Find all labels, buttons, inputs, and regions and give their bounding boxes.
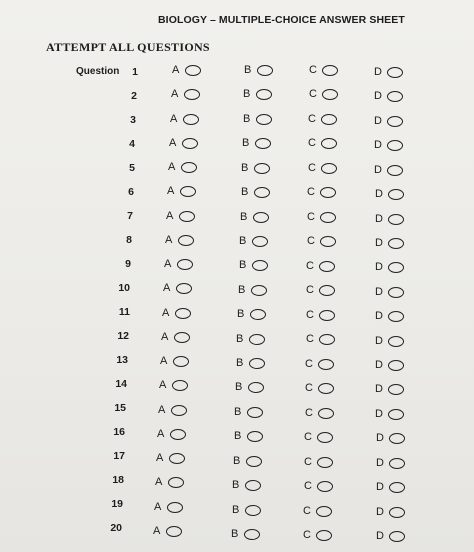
option-c[interactable] xyxy=(307,211,336,223)
option-letter: D xyxy=(376,481,384,493)
option-letter: B xyxy=(232,479,240,491)
question-number: 13 xyxy=(116,354,128,366)
option-letter: C xyxy=(307,186,315,198)
answer-bubble[interactable] xyxy=(247,431,263,442)
answer-bubble[interactable] xyxy=(318,359,334,370)
question-number: 4 xyxy=(129,138,135,150)
option-letter: C xyxy=(306,260,314,272)
question-number: 9 xyxy=(125,258,131,270)
option-letter: B xyxy=(234,430,242,442)
option-letter: C xyxy=(308,113,316,125)
option-letter: A xyxy=(169,137,177,149)
option-letter: A xyxy=(162,307,170,319)
answer-bubble[interactable] xyxy=(178,235,194,246)
option-letter: A xyxy=(157,428,165,440)
option-letter: A xyxy=(159,379,167,391)
answer-bubble[interactable] xyxy=(387,67,403,78)
option-letter: D xyxy=(374,115,382,127)
option-letter: A xyxy=(172,64,180,76)
option-letter: B xyxy=(236,333,244,345)
option-letter: B xyxy=(235,381,243,393)
option-c[interactable] xyxy=(304,480,333,492)
option-letter: C xyxy=(304,431,312,443)
option-letter: C xyxy=(303,529,311,541)
option-c[interactable] xyxy=(304,456,333,468)
option-letter: D xyxy=(374,164,382,176)
option-letter: C xyxy=(309,88,317,100)
answer-bubble[interactable] xyxy=(388,214,404,225)
option-letter: A xyxy=(165,234,173,246)
sheet-title: BIOLOGY – MULTIPLE-CHOICE ANSWER SHEET xyxy=(158,14,405,26)
option-letter: D xyxy=(375,359,383,371)
option-a[interactable] xyxy=(157,428,186,440)
answer-bubble[interactable] xyxy=(389,482,405,493)
option-c[interactable] xyxy=(306,333,335,345)
option-d[interactable] xyxy=(376,481,405,493)
option-c[interactable] xyxy=(305,407,334,419)
option-d[interactable] xyxy=(375,261,404,273)
option-letter: B xyxy=(241,186,249,198)
option-a[interactable] xyxy=(166,210,195,222)
option-b[interactable] xyxy=(234,430,263,442)
option-letter: C xyxy=(305,358,313,370)
option-b[interactable] xyxy=(242,137,271,149)
answer-bubble[interactable] xyxy=(184,89,200,100)
option-letter: C xyxy=(306,284,314,296)
option-d[interactable] xyxy=(375,383,404,395)
answer-bubble[interactable] xyxy=(320,212,336,223)
question-number: 10 xyxy=(118,282,130,294)
answer-bubble[interactable] xyxy=(320,236,336,247)
option-c[interactable] xyxy=(309,88,338,100)
option-letter: C xyxy=(309,64,317,76)
option-letter: D xyxy=(375,237,383,249)
answer-bubble[interactable] xyxy=(254,163,270,174)
answer-bubble[interactable] xyxy=(174,332,190,343)
option-a[interactable] xyxy=(161,331,190,343)
answer-bubble[interactable] xyxy=(256,89,272,100)
option-a[interactable] xyxy=(158,404,187,416)
option-a[interactable] xyxy=(170,113,199,125)
option-c[interactable] xyxy=(306,260,335,272)
option-letter: C xyxy=(306,309,314,321)
option-letter: C xyxy=(306,333,314,345)
question-number: 12 xyxy=(117,330,129,342)
option-a[interactable] xyxy=(156,452,185,464)
answer-bubble[interactable] xyxy=(185,65,201,76)
option-b[interactable] xyxy=(235,381,264,393)
answer-bubble[interactable] xyxy=(249,334,265,345)
option-letter: B xyxy=(243,113,251,125)
option-d[interactable] xyxy=(375,408,404,420)
option-letter: D xyxy=(374,66,382,78)
option-letter: A xyxy=(163,282,171,294)
option-a[interactable] xyxy=(155,476,184,488)
option-b[interactable] xyxy=(243,113,272,125)
option-letter: C xyxy=(308,162,316,174)
option-a[interactable] xyxy=(159,379,188,391)
option-letter: C xyxy=(303,505,311,517)
answer-bubble[interactable] xyxy=(319,310,335,321)
option-b[interactable] xyxy=(232,504,261,516)
answer-bubble[interactable] xyxy=(319,261,335,272)
option-letter: D xyxy=(375,213,383,225)
question-number: 5 xyxy=(129,162,135,174)
answer-bubble[interactable] xyxy=(318,408,334,419)
answer-bubble[interactable] xyxy=(177,259,193,270)
question-number: 14 xyxy=(115,378,127,390)
answer-bubble[interactable] xyxy=(245,480,261,491)
option-d[interactable] xyxy=(375,310,404,322)
question-number: 8 xyxy=(126,234,132,246)
answer-bubble[interactable] xyxy=(321,114,337,125)
option-letter: A xyxy=(164,258,172,270)
option-d[interactable] xyxy=(376,506,405,518)
option-d[interactable] xyxy=(375,188,404,200)
option-b[interactable] xyxy=(241,162,270,174)
answer-bubble[interactable] xyxy=(182,138,198,149)
option-letter: D xyxy=(376,457,384,469)
instruction-heading: ATTEMPT ALL QUESTIONS xyxy=(46,40,210,54)
option-letter: D xyxy=(375,408,383,420)
option-letter: D xyxy=(376,432,384,444)
answer-bubble[interactable] xyxy=(183,114,199,125)
option-d[interactable] xyxy=(374,66,403,78)
answer-bubble[interactable] xyxy=(388,189,404,200)
option-b[interactable] xyxy=(240,211,269,223)
option-d[interactable] xyxy=(375,359,404,371)
option-letter: B xyxy=(237,308,245,320)
answer-bubble[interactable] xyxy=(316,506,332,517)
option-letter: B xyxy=(236,357,244,369)
question-number: 19 xyxy=(111,498,123,510)
answer-bubble[interactable] xyxy=(387,165,403,176)
option-letter: A xyxy=(170,113,178,125)
option-d[interactable] xyxy=(375,286,404,298)
option-letter: A xyxy=(167,185,175,197)
option-letter: A xyxy=(154,501,162,513)
option-a[interactable] xyxy=(164,258,193,270)
question-number: 15 xyxy=(114,402,126,414)
answer-bubble[interactable] xyxy=(172,380,188,391)
option-c[interactable] xyxy=(307,186,336,198)
answer-bubble[interactable] xyxy=(250,309,266,320)
answer-bubble[interactable] xyxy=(322,65,338,76)
answer-bubble[interactable] xyxy=(179,211,195,222)
answer-bubble[interactable] xyxy=(173,356,189,367)
option-letter: C xyxy=(308,137,316,149)
option-c[interactable] xyxy=(303,529,332,541)
answer-bubble[interactable] xyxy=(319,334,335,345)
option-c[interactable] xyxy=(308,113,337,125)
option-letter: C xyxy=(305,407,313,419)
option-letter: A xyxy=(171,88,179,100)
option-b[interactable] xyxy=(241,186,270,198)
option-letter: D xyxy=(375,286,383,298)
option-letter: A xyxy=(156,452,164,464)
question-number: 2 xyxy=(131,90,137,102)
answer-bubble[interactable] xyxy=(252,236,268,247)
option-c[interactable] xyxy=(308,162,337,174)
option-a[interactable] xyxy=(168,161,197,173)
answer-bubble[interactable] xyxy=(176,283,192,294)
answer-bubble[interactable] xyxy=(319,285,335,296)
option-b[interactable] xyxy=(244,64,273,76)
option-letter: B xyxy=(234,406,242,418)
answer-bubble[interactable] xyxy=(322,89,338,100)
answer-bubble[interactable] xyxy=(171,405,187,416)
answer-bubble[interactable] xyxy=(316,530,332,541)
answer-bubble[interactable] xyxy=(246,456,262,467)
option-d[interactable] xyxy=(376,432,405,444)
option-letter: B xyxy=(244,64,252,76)
answer-bubble[interactable] xyxy=(388,262,404,273)
option-a[interactable] xyxy=(172,64,201,76)
answer-bubble[interactable] xyxy=(251,285,267,296)
option-letter: A xyxy=(155,476,163,488)
answer-bubble[interactable] xyxy=(249,358,265,369)
answer-bubble[interactable] xyxy=(253,212,269,223)
option-letter: B xyxy=(231,528,239,540)
option-letter: B xyxy=(241,162,249,174)
option-letter: D xyxy=(375,188,383,200)
option-b[interactable] xyxy=(239,259,268,271)
answer-bubble[interactable] xyxy=(257,65,273,76)
answer-bubble[interactable] xyxy=(169,453,185,464)
option-c[interactable] xyxy=(305,382,334,394)
option-c[interactable] xyxy=(306,309,335,321)
option-b[interactable] xyxy=(231,528,260,540)
option-letter: C xyxy=(307,235,315,247)
option-a[interactable] xyxy=(169,137,198,149)
answer-bubble[interactable] xyxy=(255,138,271,149)
option-b[interactable] xyxy=(237,308,266,320)
option-d[interactable] xyxy=(376,530,405,542)
option-letter: A xyxy=(166,210,174,222)
option-letter: C xyxy=(304,480,312,492)
option-a[interactable] xyxy=(163,282,192,294)
answer-bubble[interactable] xyxy=(247,407,263,418)
option-letter: D xyxy=(374,90,382,102)
answer-bubble[interactable] xyxy=(244,529,260,540)
option-b[interactable] xyxy=(243,88,272,100)
option-letter: B xyxy=(240,211,248,223)
answer-bubble[interactable] xyxy=(248,382,264,393)
answer-bubble[interactable] xyxy=(388,287,404,298)
answer-bubble[interactable] xyxy=(389,507,405,518)
question-number: 18 xyxy=(112,474,124,486)
option-d[interactable] xyxy=(374,115,403,127)
option-c[interactable] xyxy=(306,284,335,296)
option-b[interactable] xyxy=(239,235,268,247)
option-a[interactable] xyxy=(171,88,200,100)
option-letter: D xyxy=(375,335,383,347)
option-c[interactable] xyxy=(307,235,336,247)
option-letter: A xyxy=(168,161,176,173)
option-letter: D xyxy=(376,506,384,518)
answer-bubble[interactable] xyxy=(388,238,404,249)
option-c[interactable] xyxy=(305,358,334,370)
answer-bubble[interactable] xyxy=(388,409,404,420)
option-letter: B xyxy=(232,504,240,516)
answer-bubble[interactable] xyxy=(389,433,405,444)
question-number: 17 xyxy=(113,450,125,462)
option-letter: D xyxy=(375,310,383,322)
option-d[interactable] xyxy=(374,90,403,102)
option-d[interactable] xyxy=(374,164,403,176)
option-a[interactable] xyxy=(162,307,191,319)
answer-bubble[interactable] xyxy=(321,138,337,149)
option-a[interactable] xyxy=(167,185,196,197)
option-letter: A xyxy=(158,404,166,416)
question-number: 16 xyxy=(113,426,125,438)
option-b[interactable] xyxy=(236,357,265,369)
option-letter: D xyxy=(374,139,382,151)
option-letter: A xyxy=(153,525,161,537)
option-letter: D xyxy=(375,383,383,395)
answer-bubble[interactable] xyxy=(318,383,334,394)
question-column-header: Question xyxy=(76,66,120,77)
answer-bubble[interactable] xyxy=(387,116,403,127)
question-number: 3 xyxy=(130,114,136,126)
option-letter: D xyxy=(376,530,384,542)
answer-bubble[interactable] xyxy=(170,429,186,440)
answer-bubble[interactable] xyxy=(181,162,197,173)
option-letter: C xyxy=(305,382,313,394)
answer-bubble[interactable] xyxy=(167,502,183,513)
answer-bubble[interactable] xyxy=(317,481,333,492)
option-letter: A xyxy=(160,355,168,367)
question-number: 7 xyxy=(127,210,133,222)
answer-bubble[interactable] xyxy=(254,187,270,198)
answer-bubble[interactable] xyxy=(180,186,196,197)
option-letter: B xyxy=(239,235,247,247)
answer-bubble[interactable] xyxy=(387,140,403,151)
question-number: 20 xyxy=(110,522,122,534)
option-c[interactable] xyxy=(308,137,337,149)
option-a[interactable] xyxy=(153,525,182,537)
option-a[interactable] xyxy=(154,501,183,513)
option-letter: B xyxy=(238,284,246,296)
answer-bubble[interactable] xyxy=(389,458,405,469)
question-number: 6 xyxy=(128,186,134,198)
answer-bubble[interactable] xyxy=(317,432,333,443)
option-c[interactable] xyxy=(309,64,338,76)
option-b[interactable] xyxy=(238,284,267,296)
option-letter: A xyxy=(161,331,169,343)
answer-bubble[interactable] xyxy=(245,505,261,516)
answer-bubble[interactable] xyxy=(256,114,272,125)
option-c[interactable] xyxy=(304,431,333,443)
answer-bubble[interactable] xyxy=(388,336,404,347)
option-letter: B xyxy=(243,88,251,100)
question-number: 11 xyxy=(118,306,130,318)
answer-bubble[interactable] xyxy=(388,311,404,322)
option-letter: D xyxy=(375,261,383,273)
option-b[interactable] xyxy=(234,406,263,418)
option-d[interactable] xyxy=(376,457,405,469)
answer-bubble[interactable] xyxy=(388,360,404,371)
answer-bubble[interactable] xyxy=(387,91,403,102)
option-letter: C xyxy=(307,211,315,223)
option-d[interactable] xyxy=(375,237,404,249)
option-c[interactable] xyxy=(303,505,332,517)
question-number: 1 xyxy=(132,66,138,78)
option-a[interactable] xyxy=(165,234,194,246)
option-letter: B xyxy=(242,137,250,149)
answer-bubble[interactable] xyxy=(166,526,182,537)
answer-bubble[interactable] xyxy=(252,260,268,271)
option-a[interactable] xyxy=(160,355,189,367)
option-letter: B xyxy=(233,455,241,467)
answer-bubble[interactable] xyxy=(317,457,333,468)
answer-bubble[interactable] xyxy=(320,187,336,198)
answer-bubble[interactable] xyxy=(168,477,184,488)
answer-bubble[interactable] xyxy=(321,163,337,174)
option-letter: B xyxy=(239,259,247,271)
answer-bubble[interactable] xyxy=(388,384,404,395)
option-d[interactable] xyxy=(375,335,404,347)
answer-bubble[interactable] xyxy=(175,308,191,319)
option-b[interactable] xyxy=(236,333,265,345)
option-letter: C xyxy=(304,456,312,468)
option-d[interactable] xyxy=(374,139,403,151)
option-d[interactable] xyxy=(375,213,404,225)
option-b[interactable] xyxy=(233,455,262,467)
option-b[interactable] xyxy=(232,479,261,491)
answer-bubble[interactable] xyxy=(389,531,405,542)
